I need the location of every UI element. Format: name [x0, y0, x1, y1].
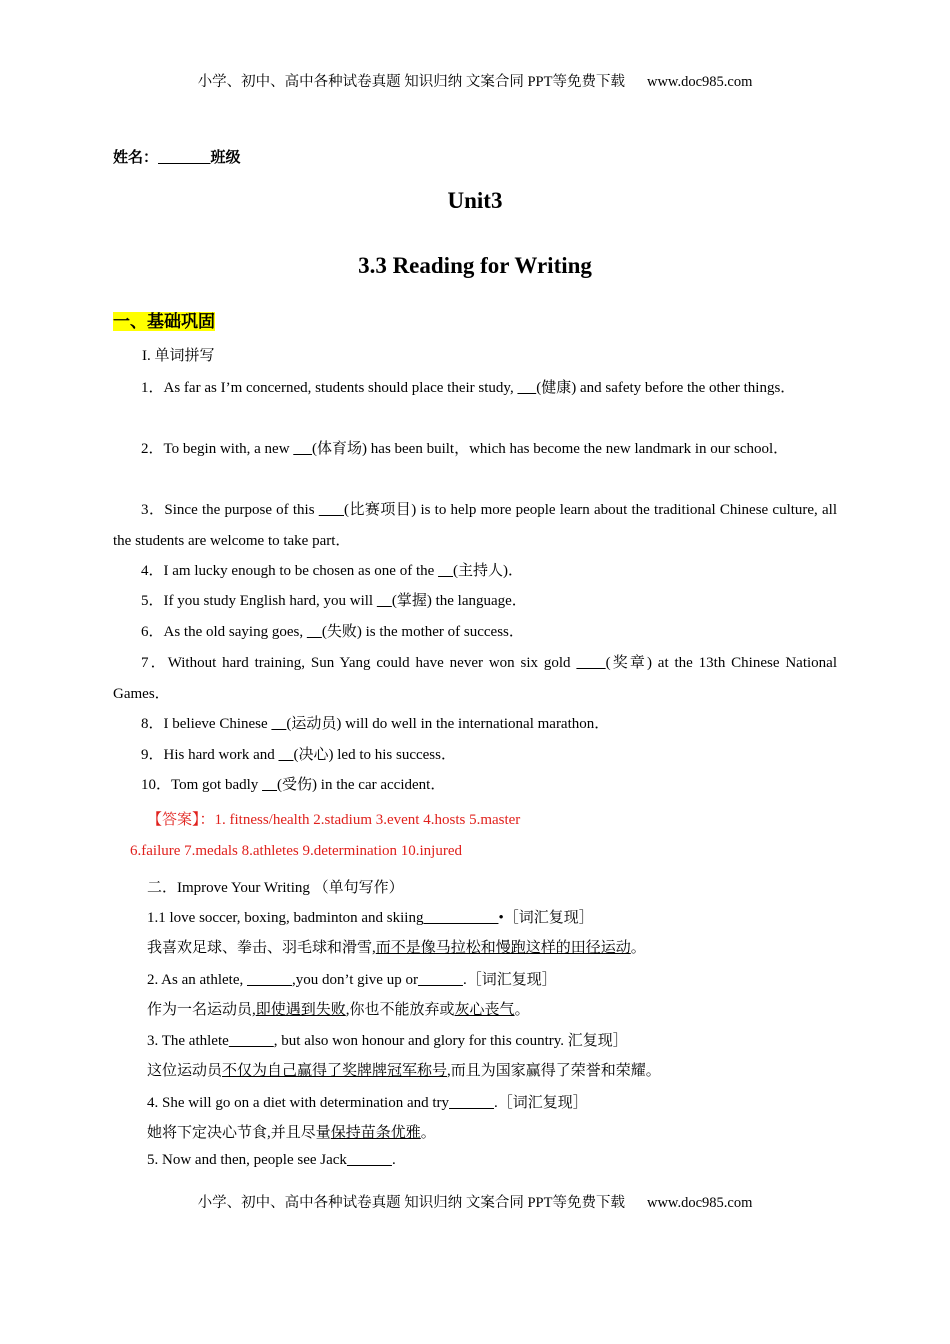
item-text: , but also won honour and glory for this country. 汇复现］ — [273, 1033, 628, 1049]
writing-item-2-en — [147, 968, 557, 989]
item-text: has been built，which has become the new landmark in our school． — [367, 441, 789, 457]
item-text: Since the purpose of this — [164, 502, 319, 518]
section1-title: 一、基础巩固 — [113, 312, 215, 331]
zh-underlined: 保持苗条优雅 — [330, 1125, 421, 1141]
zh-text: ,你也不能放弃或 — [345, 1002, 455, 1018]
zh-text: 她将下定决心节食,并且尽量 — [147, 1125, 331, 1141]
answer-blank[interactable] — [576, 655, 605, 671]
answer-blank[interactable] — [293, 441, 312, 457]
name-class-line — [113, 146, 241, 167]
vocab-item-9 — [113, 740, 837, 771]
item-hint: (主持人) — [453, 563, 509, 579]
answer-blank[interactable] — [418, 972, 463, 988]
item-text: led to his success． — [333, 747, 456, 763]
zh-text: 。 — [514, 1002, 530, 1018]
vocab-item-2 — [113, 434, 837, 465]
answer-blank[interactable] — [229, 1033, 274, 1049]
answer-blank[interactable] — [377, 593, 392, 609]
vocab-item-1 — [113, 373, 837, 404]
answer-blank[interactable] — [279, 747, 294, 763]
answer-blank[interactable] — [319, 502, 344, 518]
answer-blank[interactable] — [517, 380, 536, 396]
item-number: 6． — [141, 624, 164, 640]
item-text: is the mother of success． — [361, 624, 524, 640]
footer-url[interactable]: www.doc985.com — [646, 1195, 753, 1211]
item-text: Tom got badly — [171, 777, 263, 793]
item-text: As the old saying goes, — [163, 624, 307, 640]
section1-heading — [113, 307, 215, 332]
writing-item-4-zh — [147, 1121, 436, 1142]
item-text: . — [391, 1152, 396, 1168]
vocab-item-7 — [113, 648, 837, 709]
item-text: and safety before the other things． — [576, 380, 796, 396]
item-text: I am lucky enough to be chosen as one of the — [163, 563, 439, 579]
item-hint: (运动员) — [286, 716, 342, 732]
zh-text: 作为一名运动员, — [147, 1002, 256, 1018]
item-text: Without hard training, Sun Yang could have never won six gold — [167, 655, 577, 671]
answer-blank[interactable] — [262, 777, 277, 793]
section2-title: 二．Improve Your Writing （单句写作） — [147, 880, 404, 896]
writing-item-5-en — [147, 1152, 396, 1169]
header-text: 小学、初中、高中各种试卷真题 知识归纳 文案合同 PPT等免费下载 — [197, 74, 625, 90]
zh-underlined: 灰心丧气 — [454, 1002, 515, 1018]
item-number: 10． — [141, 777, 172, 793]
answer-blank[interactable] — [347, 1152, 392, 1168]
item-text: To begin with, a new — [163, 441, 294, 457]
answer-blank[interactable] — [247, 972, 292, 988]
page-header — [0, 70, 950, 91]
answer-blank[interactable] — [438, 563, 453, 579]
item-number: 8． — [141, 716, 164, 732]
class-label: 班级 — [210, 150, 241, 166]
zh-text: 。 — [630, 940, 646, 956]
name-label: 姓名： — [113, 150, 159, 166]
item-text: .［词汇复现］ — [462, 972, 557, 988]
vocab-item-3 — [113, 495, 837, 556]
answer-blank[interactable] — [271, 716, 286, 732]
item-hint: (决心) — [293, 747, 334, 763]
zh-underlined: 即使遇到失败 — [255, 1002, 346, 1018]
item-text: at the 13th Chinese National Games． — [113, 655, 837, 702]
answer-blank[interactable] — [423, 910, 498, 926]
item-text: If you study English hard, you will — [163, 593, 377, 609]
answer-key-line-1 — [147, 808, 520, 829]
item-hint: (失败) — [321, 624, 362, 640]
answer-text: 1. fitness/health 2.stadium 3.event 4.hosts 5.master — [214, 812, 521, 828]
writing-item-1-zh — [147, 936, 646, 957]
item-text: I believe Chinese — [163, 716, 272, 732]
item-number: 5． — [141, 593, 164, 609]
item-text: ,you don’t give up or — [291, 972, 418, 988]
writing-item-3-zh — [147, 1059, 661, 1080]
zh-underlined: 不仅为自己赢得了奖牌牌冠军称号 — [222, 1063, 448, 1079]
item-hint: (奖章) — [605, 655, 652, 671]
answer-label: 【答案】： — [147, 812, 215, 828]
answer-blank[interactable] — [307, 624, 322, 640]
zh-text: 这位运动员 — [147, 1063, 223, 1079]
zh-underlined: 而不是像马拉松和慢跑这样的田径运动 — [375, 940, 631, 956]
item-number: 3． — [141, 502, 165, 518]
item-text: .［词汇复现］ — [494, 1095, 588, 1111]
item-number: 2． — [141, 441, 164, 457]
item-text: the language． — [431, 593, 527, 609]
footer-text: 小学、初中、高中各种试卷真题 知识归纳 文案合同 PPT等免费下载 — [197, 1195, 625, 1211]
vocab-item-4 — [113, 556, 837, 587]
item-text: 5. Now and then, people see Jack — [147, 1152, 347, 1168]
writing-item-1-en — [147, 906, 594, 927]
item-text: 3. The athlete — [147, 1033, 229, 1049]
answer-key-line-2: 6.failure 7.medals 8.athletes 9.determination 10.injured — [130, 843, 462, 859]
vocab-item-6 — [113, 617, 837, 648]
lesson-title: 3.3 Reading for Writing — [358, 253, 592, 278]
vocab-item-5 — [113, 586, 837, 617]
item-hint: (受伤) — [277, 777, 318, 793]
writing-item-4-en — [147, 1091, 588, 1112]
item-text: His hard work and — [163, 747, 279, 763]
item-text: in the car accident． — [317, 777, 446, 793]
header-url[interactable]: www.doc985.com — [646, 74, 753, 90]
item-text: will do well in the international marathon． — [341, 716, 610, 732]
name-blank — [158, 150, 211, 166]
item-hint: (体育场) — [312, 441, 368, 457]
item-text: As far as I’m concerned, students should place their study, — [163, 380, 518, 396]
zh-text: 。 — [420, 1125, 436, 1141]
item-hint: (比赛项目) — [344, 502, 417, 518]
item-text: 1.1 love soccer, boxing, badminton and skiing — [147, 910, 424, 926]
item-hint: (健康) — [536, 380, 577, 396]
item-text: 4. She will go on a diet with determination and try — [147, 1095, 450, 1111]
item-hint: (掌握) — [391, 593, 432, 609]
item-text: ． — [508, 563, 524, 579]
writing-item-3-en — [147, 1029, 628, 1050]
vocab-item-8 — [113, 709, 837, 740]
item-text: 2. As an athlete, — [147, 972, 247, 988]
answer-blank[interactable] — [449, 1095, 494, 1111]
zh-text: 我喜欢足球、拳击、羽毛球和滑雪, — [147, 940, 376, 956]
page-footer — [0, 1191, 950, 1212]
item-number: 1． — [141, 380, 164, 396]
zh-text: ,而且为国家赢得了荣誉和荣耀。 — [447, 1063, 661, 1079]
unit-title: Unit3 — [447, 188, 503, 213]
writing-item-2-zh — [147, 998, 530, 1019]
item-number: 7． — [141, 655, 168, 671]
item-number: 4． — [141, 563, 164, 579]
part1-title: I. 单词拼写 — [142, 348, 215, 364]
vocab-item-10 — [113, 770, 837, 801]
item-text: is to help more people learn about the traditional Chinese culture, all the students are welcome to take part． — [113, 502, 838, 549]
item-text: •［词汇复现］ — [498, 910, 594, 926]
item-number: 9． — [141, 747, 164, 763]
